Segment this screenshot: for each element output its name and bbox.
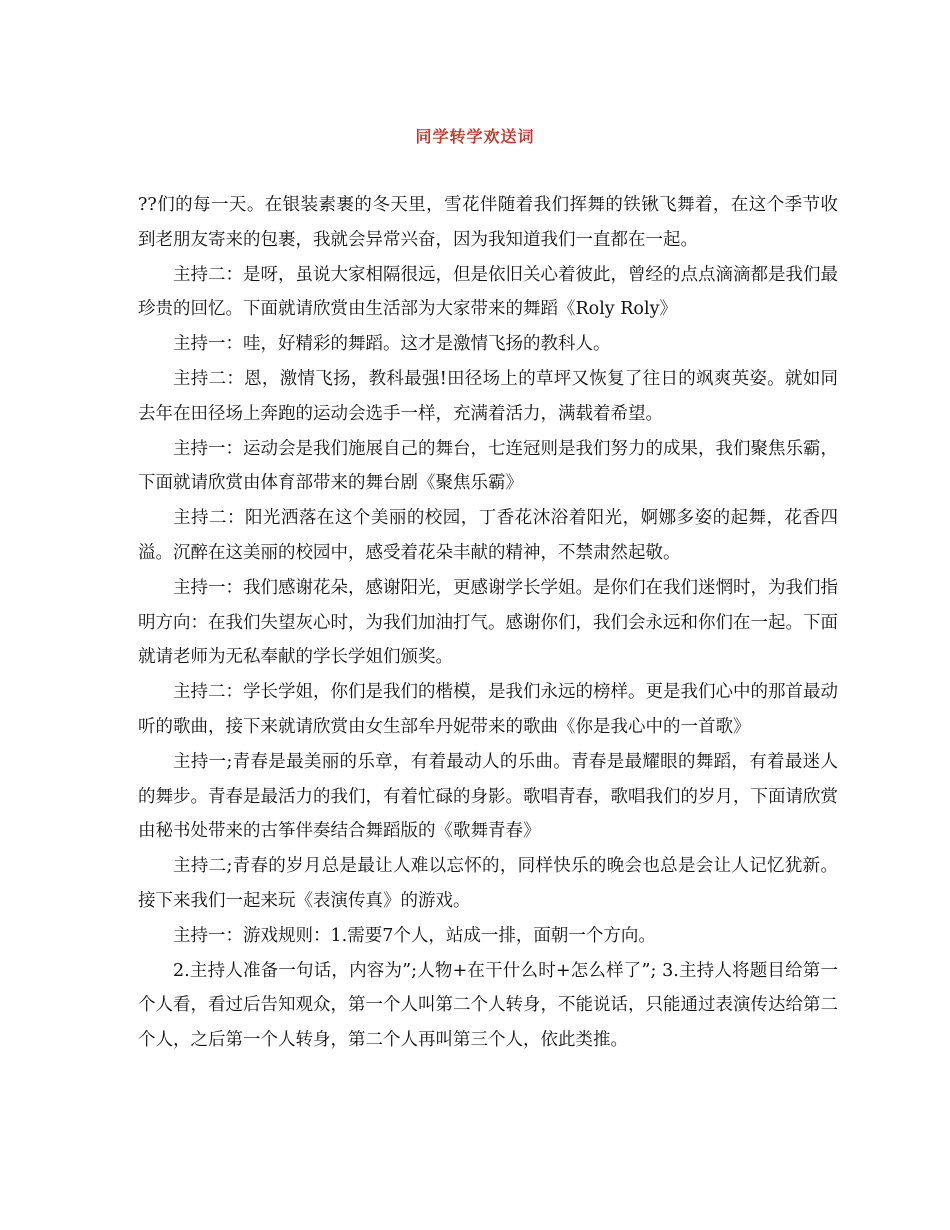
document-title: 同学转学欢送词 (415, 127, 535, 146)
paragraph-host1-dance: 主持一：哇，好精彩的舞蹈。这才是激情飞扬的教科人。 (173, 334, 611, 355)
paragraph-host1-youth: 主持一;青春是最美丽的乐章，有着最动人的乐曲。青春是最耀眼的舞蹈，有着最迷人的舞步。青春是最活力的我们，有着忙碌的身影。歌唱青春，歌唱我们的岁月，下面请欣赏由秘书处带来的古筝伴奏结合舞蹈版的《歌舞青春》 (138, 751, 838, 842)
paragraph-host2-game: 主持二;青春的岁月总是最让人难以忘怀的，同样快乐的晚会也总是会让人记忆犹新。接下来我们一起来玩《表演传真》的游戏。 (138, 856, 838, 911)
document-body (138, 188, 838, 1058)
paragraph-host2-campus: 主持二：阳光洒落在这个美丽的校园，丁香花沐浴着阳光，婀娜多姿的起舞，花香四溢。沉醉在这美丽的校园中，感受着花朵丰献的精神，不禁肃然起敬。 (138, 508, 838, 563)
paragraph-host2-song: 主持二：学长学姐，你们是我们的楷模，是我们永远的榜样。更是我们心中的那首最动听的歌曲，接下来就请欣赏由女生部牟丹妮带来的歌曲《你是我心中的一首歌》 (138, 682, 838, 737)
paragraph-host2-memories: 主持二：是呀，虽说大家相隔很远，但是依旧关心着彼此，曾经的点点滴滴都是我们最珍贵的回忆。下面就请欣赏由生活部为大家带来的舞蹈《Roly Roly》 (138, 264, 838, 320)
paragraph-host1-rules: 主持一：游戏规则：1.需要7个人，站成一排，面朝一个方向。 (173, 925, 656, 946)
paragraph-host2-field: 主持二：恩，激情飞扬，教科最强!田径场上的草坪又恢复了往日的飒爽英姿。就如同去年在田径场上奔跑的运动会选手一样，充满着活力，满载着希望。 (138, 368, 838, 424)
paragraph-host1-thanks: 主持一：我们感谢花朵，感谢阳光，更感谢学长学姐。是你们在我们迷惘时，为我们指明方向：在我们失望灰心时，为我们加油打气。感谢你们，我们会永远和你们在一起。下面就请老师为无私奉献的学长学姐们颁奖。 (138, 577, 838, 668)
paragraph-rules-detail: 2.主持人准备一句话，内容为”;人物+在干什么时+怎么样了”; 3.主持人将题目给第一个人看，看过后告知观众，第一个人叫第二个人转身，不能说话，只能通过表演传达给第二个人，之后第一个人转身，第二个人再叫第三个人，依此类推。 (138, 960, 838, 1051)
paragraph-intro: ??们的每一天。在银装素裹的冬天里，雪花伴随着我们挥舞的铁锹飞舞着，在这个季节收到老朋友寄来的包裹，我就会异常兴奋，因为我知道我们一直都在一起。 (138, 195, 838, 250)
paragraph-host1-sports: 主持一：运动会是我们施展自己的舞台，七连冠则是我们努力的成果，我们聚焦乐霸，下面就请欣赏由体育部带来的舞台剧《聚焦乐霸》 (138, 438, 838, 494)
